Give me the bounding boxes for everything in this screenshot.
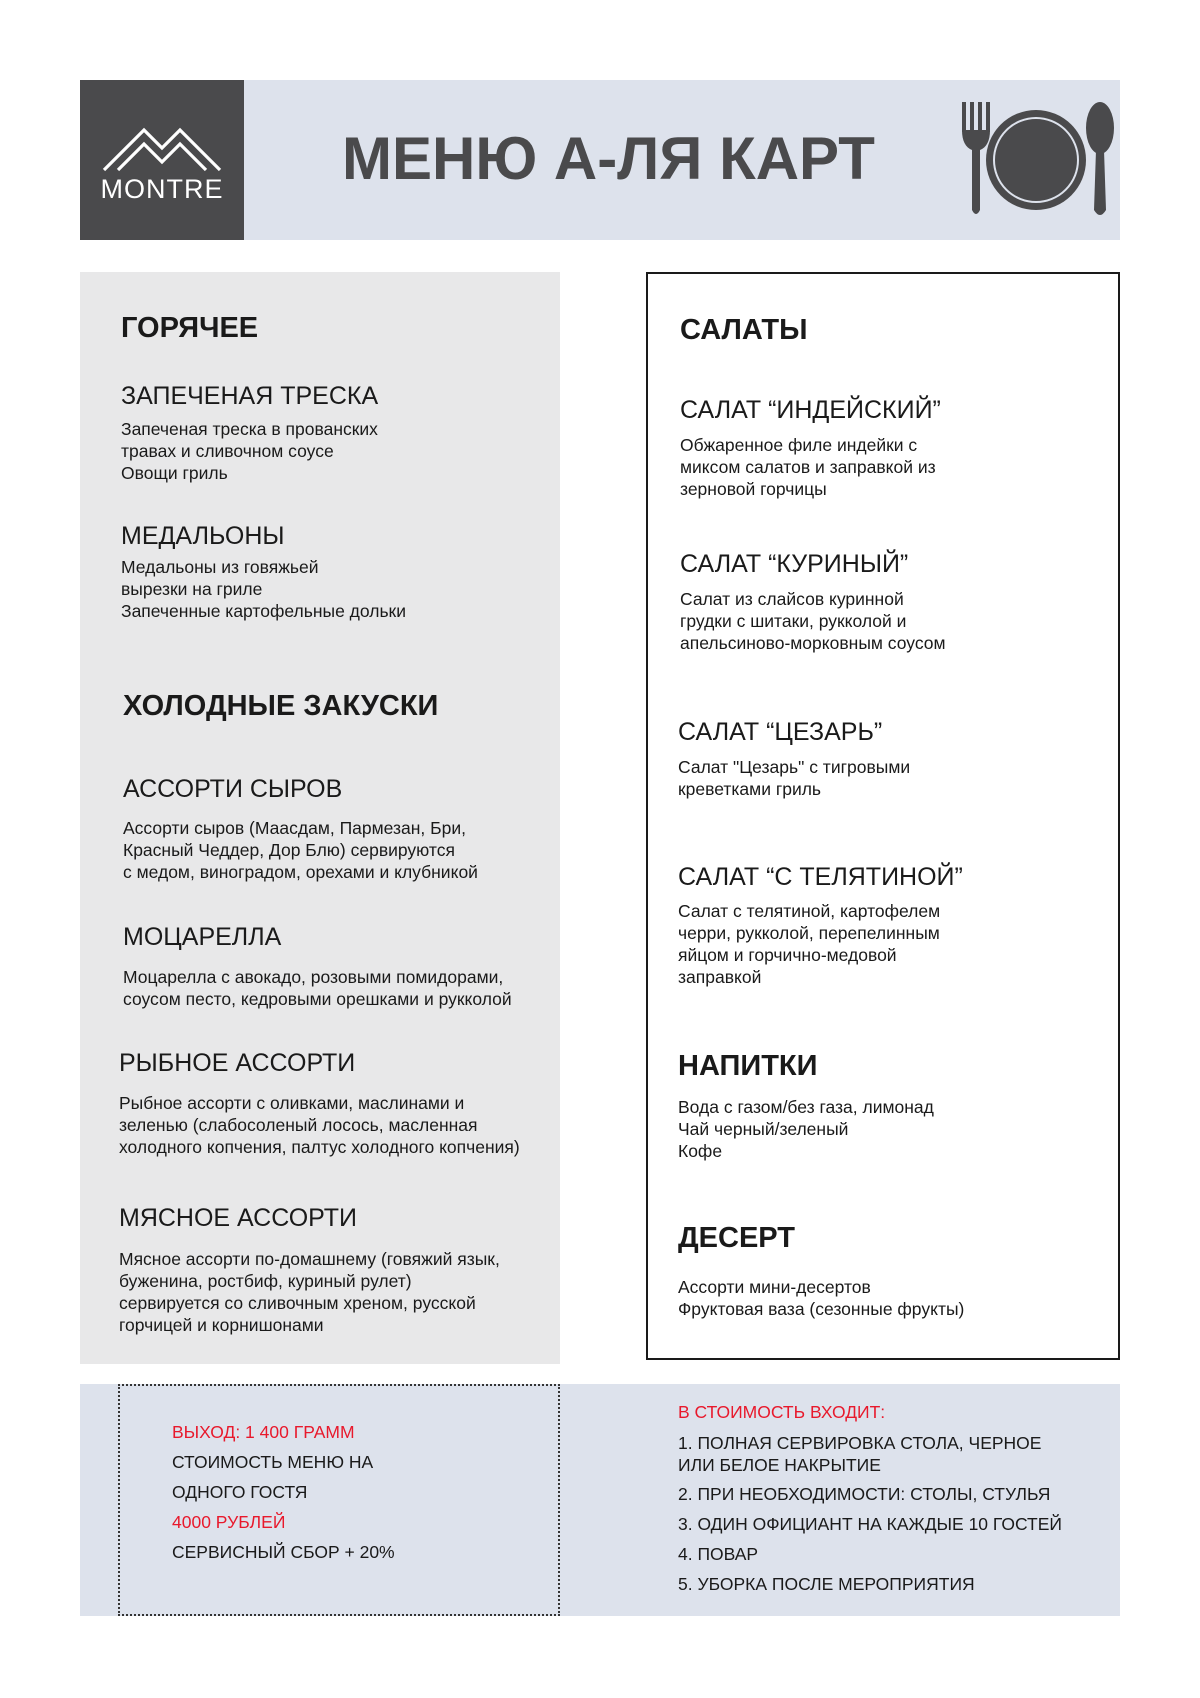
dish-description: Обжаренное филе индейки с миксом салатов и заправкой из зерновой горчицы (680, 435, 936, 499)
logo-text: MONTRE (100, 174, 224, 204)
dish-description: Рыбное ассорти с оливками, маслинами и зеленью (слабосоленый лосось, масленная холодного копчения, палтус холодного копчения) (119, 1093, 520, 1157)
dish-description: Салат из слайсов куринной грудки с шитаки, рукколой и апельсиново-морковным соусом (680, 589, 946, 653)
section-title-cold: ХОЛОДНЫЕ ЗАКУСКИ (123, 690, 439, 722)
yield-text: ВЫХОД: 1 400 ГРАММ (172, 1422, 355, 1442)
cutlery-plate-icon (952, 98, 1122, 222)
cost-text-2: ОДНОГО ГОСТЯ (172, 1482, 308, 1502)
section-title-dessert: ДЕСЕРТ (678, 1222, 795, 1254)
dish-name: ЗАПЕЧЕНАЯ ТРЕСКА (121, 382, 379, 410)
hot-and-cold-panel (80, 272, 560, 1364)
included-item: 4. ПОВАР (678, 1544, 759, 1564)
dish-name: САЛАТ “ЦЕЗАРЬ” (678, 718, 883, 746)
cost-text: СТОИМОСТЬ МЕНЮ НА (172, 1452, 374, 1472)
service-fee-text: СЕРВИСНЫЙ СБОР + 20% (172, 1542, 395, 1562)
dish-description: Запеченая треска в прованских травах и сливочном соусе Овощи гриль (121, 419, 378, 483)
dessert-list: Ассорти мини-десертов Фруктовая ваза (сезонные фрукты) (678, 1277, 965, 1319)
header-banner (80, 80, 1120, 240)
section-title-salads: САЛАТЫ (680, 314, 808, 346)
included-item: 2. ПРИ НЕОБХОДИМОСТИ: СТОЛЫ, СТУЛЬЯ (678, 1484, 1051, 1504)
logo (80, 80, 244, 240)
dish-name: МОЦАРЕЛЛА (123, 923, 282, 951)
dish-description: Салат с телятиной, картофелем черри, рукколой, перепелинным яйцом и горчично-медовой заправкой (678, 901, 941, 987)
dish-name: САЛАТ “ИНДЕЙСКИЙ” (680, 396, 941, 424)
section-title-hot: ГОРЯЧЕЕ (121, 312, 259, 344)
footer-info (80, 1384, 1120, 1616)
salads-drinks-dessert-panel (646, 272, 1120, 1360)
price-text: 4000 РУБЛЕЙ (172, 1512, 286, 1532)
drinks-list: Вода с газом/без газа, лимонад Чай черный/зеленый Кофе (678, 1097, 934, 1161)
dish-description: Мясное ассорти по-домашнему (говяжий язык, буженина, ростбиф, куриный рулет) сервируется со сливочным хреном, русской горчицей и корнишонами (119, 1249, 500, 1335)
dish-name: САЛАТ “С ТЕЛЯТИНОЙ” (678, 863, 963, 891)
page-title: МЕНЮ А-ЛЯ КАРТ (342, 125, 875, 192)
dish-name: САЛАТ “КУРИНЫЙ” (680, 550, 909, 578)
mountain-logo-icon (102, 120, 222, 172)
included-item: 1. ПОЛНАЯ СЕРВИРОВКА СТОЛА, ЧЕРНОЕ ИЛИ БЕЛОЕ НАКРЫТИЕ (678, 1433, 1042, 1475)
dish-description: Моцарелла с авокадо, розовыми помидорами, соусом песто, кедровыми орешками и рукколой (123, 967, 512, 1009)
dish-description: Ассорти сыров (Маасдам, Пармезан, Бри, Красный Чеддер, Дор Блю) сервируются с медом, виноградом, орехами и клубникой (123, 818, 478, 882)
section-title-drinks: НАПИТКИ (678, 1050, 818, 1082)
included-title: В СТОИМОСТЬ ВХОДИТ: (678, 1402, 886, 1422)
dish-name: МЕДАЛЬОНЫ (121, 522, 285, 550)
dish-name: РЫБНОЕ АССОРТИ (119, 1049, 356, 1077)
dish-description: Салат "Цезарь" с тигровыми креветками гриль (678, 757, 911, 799)
included-item: 3. ОДИН ОФИЦИАНТ НА КАЖДЫЕ 10 ГОСТЕЙ (678, 1514, 1063, 1534)
dish-description: Медальоны из говяжьей вырезки на гриле Запеченные картофельные дольки (121, 557, 406, 621)
dish-name: МЯСНОЕ АССОРТИ (119, 1204, 357, 1232)
included-item: 5. УБОРКА ПОСЛЕ МЕРОПРИЯТИЯ (678, 1574, 975, 1594)
dish-name: АССОРТИ СЫРОВ (123, 775, 343, 803)
